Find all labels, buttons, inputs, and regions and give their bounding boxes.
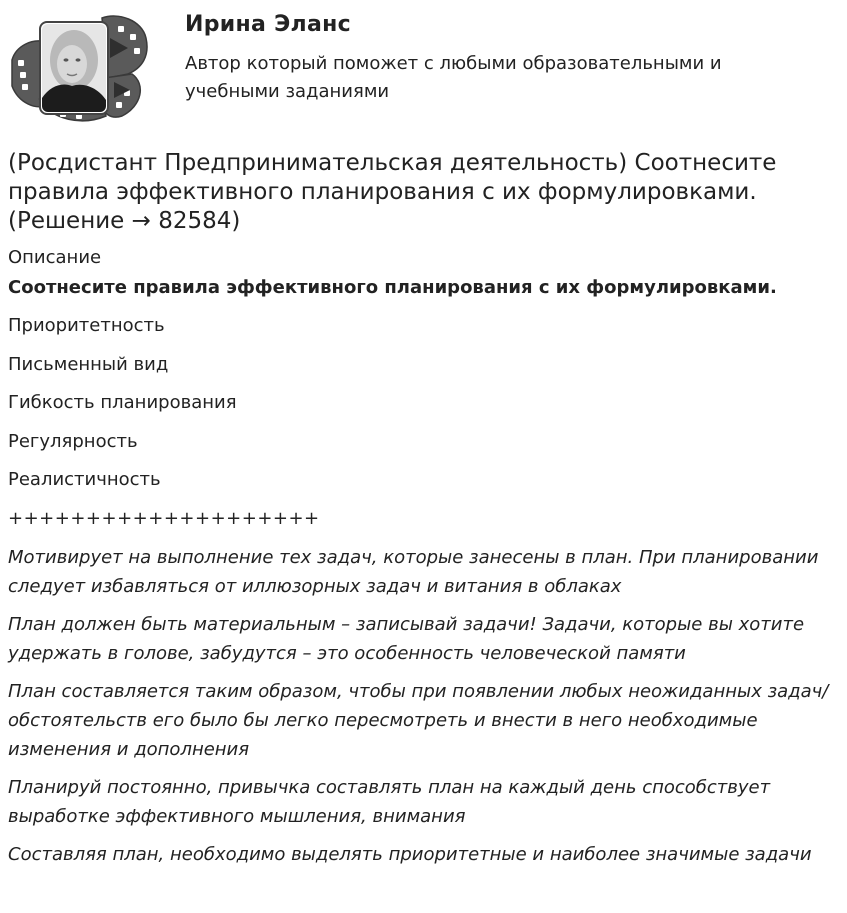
author-name[interactable]: Ирина Эланс: [185, 12, 351, 37]
task-question: Соотнесите правила эффективного планирования с их формулировками.: [8, 277, 777, 298]
definition-item: План должен быть материальным – записывай задачи! Задачи, которые вы хотите удержать в голове, забудутся – это особенность человеческой памяти: [8, 613, 805, 664]
author-avatar[interactable]: [6, 8, 152, 128]
author-description: Автор который поможет с любыми образовательными и учебными заданиями: [185, 53, 722, 102]
definition-item: Составляя план, необходимо выделять приоритетные и наиболее значимые задачи: [8, 843, 812, 865]
page-title: (Росдистант Предпринимательская деятельность) Соотнесите правила эффективного планирования с их формулировками. (Решение → 82584): [8, 150, 777, 234]
definition-item: Планируй постоянно, привычка составлять план на каждый день способствует выработке эффективного мышления, внимания: [8, 776, 771, 827]
task-content: [8, 244, 843, 878]
term-item: Письменный вид: [8, 353, 169, 375]
definition-item: Мотивирует на выполнение тех задач, которые занесены в план. При планировании следует избавляться от иллюзорных задач и витания в облаках: [8, 546, 819, 597]
term-item: Приоритетность: [8, 315, 165, 336]
separator-line: ++++++++++++++++++++: [8, 507, 320, 529]
term-item: Реалистичность: [8, 469, 161, 490]
term-item: Гибкость планирования: [8, 392, 237, 413]
definition-item: План составляется таким образом, чтобы при появлении любых неожиданных задач/обстоятельств его было бы легко пересмотреть и внести в него необходимые изменения и дополнения: [8, 680, 829, 760]
description-label: Описание: [8, 247, 102, 268]
term-item: Регулярность: [8, 430, 138, 452]
author-block: [0, 0, 847, 140]
